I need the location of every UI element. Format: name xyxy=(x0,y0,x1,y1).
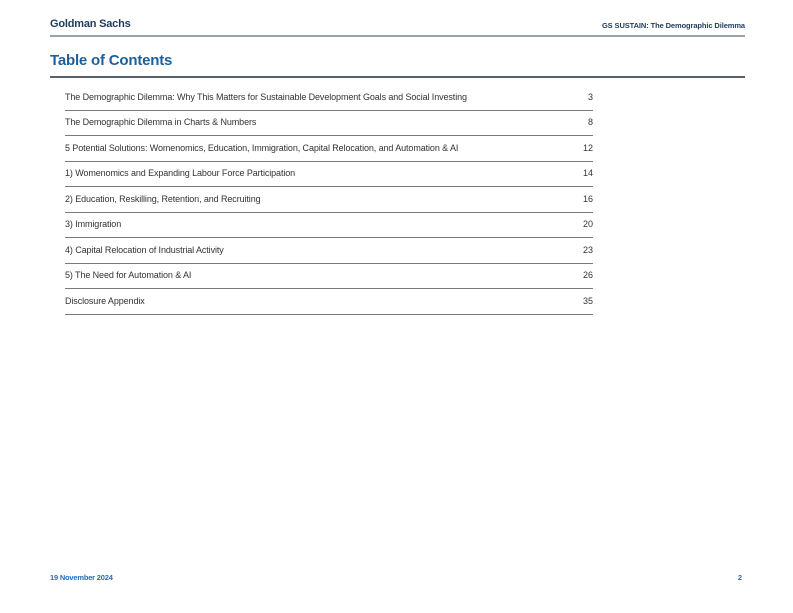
toc-entry[interactable] xyxy=(65,162,593,188)
title-block xyxy=(50,52,745,78)
toc-entry-page: 23 xyxy=(582,244,593,255)
toc-entry-page: 3 xyxy=(587,91,593,102)
table-of-contents xyxy=(65,85,593,315)
toc-entry-page: 35 xyxy=(582,295,593,306)
footer-date: 19 November 2024 xyxy=(50,573,113,582)
brand-logo-text: Goldman Sachs xyxy=(50,18,131,30)
toc-entry[interactable] xyxy=(65,264,593,290)
toc-entry-page: 16 xyxy=(582,193,593,204)
footer-page-number: 2 xyxy=(737,573,742,582)
toc-entry-page: 12 xyxy=(582,142,593,153)
toc-entry-title: 5) The Need for Automation & AI xyxy=(65,270,192,281)
toc-entry-title: 5 Potential Solutions: Womenomics, Education, Immigration, Capital Relocation, and Automation & AI xyxy=(65,142,459,153)
toc-entry[interactable] xyxy=(65,136,593,162)
toc-entry[interactable] xyxy=(65,187,593,213)
toc-entry-title: The Demographic Dilemma: Why This Matters for Sustainable Development Goals and Social Investing xyxy=(65,91,467,102)
toc-entry[interactable] xyxy=(65,213,593,239)
toc-entry[interactable] xyxy=(65,85,593,111)
toc-entry-page: 14 xyxy=(582,168,593,179)
toc-entry-title: 2) Education, Reskilling, Retention, and Recruiting xyxy=(65,193,261,204)
report-title: GS SUSTAIN: The Demographic Dilemma xyxy=(601,21,745,30)
toc-entry[interactable] xyxy=(65,111,593,137)
toc-entry-page: 26 xyxy=(582,270,593,281)
toc-entry[interactable] xyxy=(65,238,593,264)
page-header xyxy=(50,18,745,37)
toc-entry[interactable] xyxy=(65,289,593,315)
page-title: Table of Contents xyxy=(50,52,173,69)
page-footer xyxy=(50,573,742,582)
toc-entry-page: 8 xyxy=(587,117,593,128)
toc-entry-page: 20 xyxy=(582,219,593,230)
toc-entry-title: Disclosure Appendix xyxy=(65,295,145,306)
toc-entry-title: 1) Womenomics and Expanding Labour Force Participation xyxy=(65,168,296,179)
toc-entry-title: 4) Capital Relocation of Industrial Activity xyxy=(65,244,224,255)
toc-entry-title: The Demographic Dilemma in Charts & Numbers xyxy=(65,117,257,128)
toc-entry-title: 3) Immigration xyxy=(65,219,122,230)
